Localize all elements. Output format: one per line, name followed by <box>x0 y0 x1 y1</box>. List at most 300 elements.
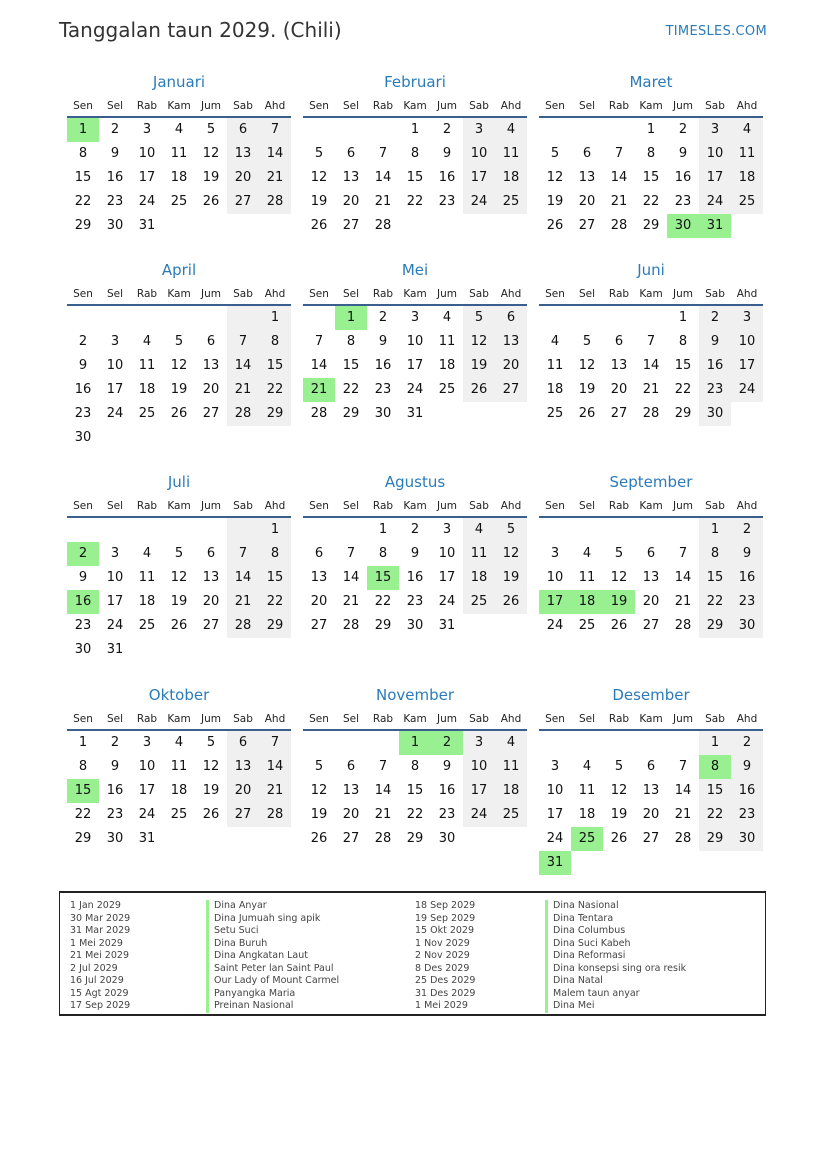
day-cell: 30 <box>731 614 763 638</box>
empty-cell <box>163 426 195 450</box>
day-cell: 24 <box>106 618 124 633</box>
day-cell: 10 <box>406 334 424 349</box>
day-cell: 14 <box>374 170 392 185</box>
day-cell: 6 <box>582 146 592 161</box>
day-cell: 7 <box>646 334 656 349</box>
weekday-label: Sab <box>233 713 253 725</box>
empty-cell <box>603 518 635 542</box>
day-cell: 26 <box>463 378 495 402</box>
day-cell: 24 <box>438 594 456 609</box>
day-cell: 5 <box>582 334 592 349</box>
day-cell: 23 <box>438 807 456 822</box>
day-cell: 10 <box>106 358 124 373</box>
day-cell: 30 <box>699 402 731 426</box>
weekday-label: Sen <box>309 500 329 512</box>
day-cell: 15 <box>699 566 731 590</box>
holiday-day-cell: 15 <box>67 779 99 803</box>
weekday-label: Sab <box>469 713 489 725</box>
day-cell: 16 <box>674 170 692 185</box>
day-cell: 1 <box>259 306 291 330</box>
week-row <box>539 378 763 402</box>
day-cell: 7 <box>378 146 388 161</box>
weekday-label: Kam <box>403 713 427 725</box>
day-cell: 19 <box>310 807 328 822</box>
weekday-label: Sab <box>233 500 253 512</box>
day-cell: 7 <box>614 146 624 161</box>
month-name: November <box>375 686 455 704</box>
empty-cell <box>163 518 195 542</box>
holiday-date: 1 Nov 2029 <box>415 937 470 949</box>
week-row <box>67 378 291 402</box>
empty-cell <box>635 731 667 755</box>
day-cell: 15 <box>259 566 291 590</box>
day-cell: 17 <box>438 570 456 585</box>
empty-cell <box>463 402 495 426</box>
day-cell: 24 <box>138 807 156 822</box>
day-cell: 6 <box>614 334 624 349</box>
day-cell: 2 <box>110 735 120 750</box>
day-cell: 11 <box>578 783 596 798</box>
week-row <box>303 518 527 542</box>
week-row <box>539 142 763 166</box>
weekday-label: Sab <box>705 100 725 112</box>
legend-dates-1 <box>70 900 130 1013</box>
day-cell: 9 <box>78 570 88 585</box>
weekday-label: Kam <box>167 288 191 300</box>
week-row <box>67 731 291 755</box>
day-cell: 4 <box>495 731 527 755</box>
day-cell: 5 <box>550 146 560 161</box>
day-cell: 1 <box>378 522 388 537</box>
empty-cell <box>367 118 399 142</box>
week-row <box>67 306 291 330</box>
weekday-label: Sel <box>578 100 596 112</box>
day-cell: 16 <box>731 779 763 803</box>
empty-cell <box>335 731 367 755</box>
holiday-name: Dina Tentara <box>545 913 686 926</box>
month-desember <box>539 685 763 875</box>
day-cell: 21 <box>674 807 692 822</box>
day-cell: 6 <box>346 759 356 774</box>
day-cell: 9 <box>410 546 420 561</box>
day-cell: 28 <box>259 190 291 214</box>
empty-cell <box>195 638 227 662</box>
weekday-header <box>539 709 763 731</box>
month-mei <box>303 260 527 426</box>
day-cell: 2 <box>78 334 88 349</box>
weekday-label: Ahd <box>264 288 286 300</box>
day-cell: 10 <box>463 755 495 779</box>
day-cell: 29 <box>259 614 291 638</box>
day-cell: 23 <box>731 803 763 827</box>
week-row <box>303 142 527 166</box>
weekday-label: Kam <box>403 288 427 300</box>
day-cell: 22 <box>342 382 360 397</box>
holiday-day-cell: 31 <box>699 214 731 238</box>
day-cell: 4 <box>582 759 592 774</box>
day-cell: 21 <box>259 779 291 803</box>
day-cell: 24 <box>106 406 124 421</box>
day-cell: 20 <box>642 807 660 822</box>
day-cell: 14 <box>259 755 291 779</box>
month-name: Januari <box>152 73 206 91</box>
day-cell: 9 <box>78 358 88 373</box>
day-cell: 17 <box>699 166 731 190</box>
empty-cell <box>431 214 463 238</box>
day-cell: 29 <box>259 402 291 426</box>
day-cell: 4 <box>442 310 452 325</box>
day-cell: 28 <box>227 402 259 426</box>
day-cell: 16 <box>699 354 731 378</box>
day-cell: 27 <box>310 618 328 633</box>
empty-cell <box>131 638 163 662</box>
week-row <box>67 118 291 142</box>
day-cell: 20 <box>578 194 596 209</box>
weekday-label: Jum <box>673 713 693 725</box>
day-cell: 6 <box>206 546 216 561</box>
week-row <box>539 354 763 378</box>
empty-cell <box>195 214 227 238</box>
day-cell: 17 <box>463 166 495 190</box>
weekday-label: Rab <box>608 288 630 300</box>
week-row <box>303 118 527 142</box>
day-cell: 17 <box>106 382 124 397</box>
day-cell: 7 <box>678 546 688 561</box>
day-cell: 16 <box>406 570 424 585</box>
day-cell: 17 <box>138 783 156 798</box>
day-cell: 1 <box>678 310 688 325</box>
day-cell: 3 <box>442 522 452 537</box>
day-cell: 23 <box>674 194 692 209</box>
week-row <box>303 590 527 614</box>
day-cell: 7 <box>314 334 324 349</box>
weekday-label: Ahd <box>500 713 522 725</box>
day-cell: 22 <box>374 594 392 609</box>
holiday-date: 15 Okt 2029 <box>415 925 475 936</box>
day-cell: 3 <box>550 759 560 774</box>
day-cell: 23 <box>406 594 424 609</box>
month-november <box>303 685 527 851</box>
day-cell: 26 <box>610 618 628 633</box>
empty-cell <box>227 518 259 542</box>
holiday-legend <box>59 891 766 1016</box>
empty-cell <box>259 827 291 851</box>
day-cell: 8 <box>646 146 656 161</box>
holiday-day-cell: 30 <box>667 214 699 238</box>
empty-cell <box>195 426 227 450</box>
empty-cell <box>667 731 699 755</box>
day-cell: 12 <box>463 330 495 354</box>
day-cell: 7 <box>227 542 259 566</box>
day-cell: 25 <box>138 406 156 421</box>
day-cell: 24 <box>546 831 564 846</box>
holiday-date: 25 Des 2029 <box>415 975 476 986</box>
week-row <box>67 190 291 214</box>
day-cell: 9 <box>699 330 731 354</box>
day-cell: 12 <box>610 783 628 798</box>
empty-cell <box>303 731 335 755</box>
day-cell: 1 <box>699 731 731 755</box>
day-cell: 29 <box>699 827 731 851</box>
day-cell: 20 <box>202 594 220 609</box>
day-cell: 12 <box>610 570 628 585</box>
weekday-label: Sel <box>578 288 596 300</box>
day-cell: 20 <box>642 594 660 609</box>
weekday-label: Sen <box>73 713 93 725</box>
day-cell: 13 <box>202 358 220 373</box>
empty-cell <box>163 214 195 238</box>
holiday-name: Dina Buruh <box>206 938 339 951</box>
day-cell: 23 <box>74 406 92 421</box>
week-row <box>67 566 291 590</box>
day-cell: 5 <box>174 546 184 561</box>
holiday-date: 16 Jul 2029 <box>70 975 124 986</box>
weekday-label: Rab <box>372 713 394 725</box>
empty-cell <box>131 426 163 450</box>
weekday-label: Rab <box>136 288 158 300</box>
day-cell: 11 <box>495 142 527 166</box>
holiday-name: Malem taun anyar <box>545 988 686 1001</box>
weekday-header <box>303 284 527 306</box>
day-cell: 28 <box>227 614 259 638</box>
day-cell: 13 <box>342 170 360 185</box>
week-row <box>303 566 527 590</box>
month-oktober <box>67 685 291 851</box>
day-cell: 29 <box>342 406 360 421</box>
legend-dates-2 <box>415 900 475 1013</box>
week-row <box>539 851 763 875</box>
day-cell: 15 <box>74 170 92 185</box>
day-cell: 2 <box>442 122 452 137</box>
day-cell: 29 <box>374 618 392 633</box>
day-cell: 5 <box>614 546 624 561</box>
day-cell: 21 <box>259 166 291 190</box>
day-cell: 14 <box>610 170 628 185</box>
empty-cell <box>603 118 635 142</box>
month-name: Agustus <box>384 473 446 491</box>
day-cell: 18 <box>170 783 188 798</box>
day-cell: 11 <box>495 755 527 779</box>
day-cell: 22 <box>642 194 660 209</box>
empty-cell <box>259 426 291 450</box>
day-cell: 9 <box>110 759 120 774</box>
day-cell: 21 <box>374 194 392 209</box>
week-row <box>303 166 527 190</box>
weekday-label: Sen <box>73 288 93 300</box>
day-cell: 10 <box>699 142 731 166</box>
week-row <box>67 827 291 851</box>
week-row <box>303 614 527 638</box>
day-cell: 29 <box>642 218 660 233</box>
day-cell: 14 <box>227 354 259 378</box>
day-cell: 22 <box>74 807 92 822</box>
day-cell: 6 <box>646 759 656 774</box>
day-cell: 17 <box>106 594 124 609</box>
brand-link[interactable]: TIMESLES.COM <box>665 24 767 39</box>
holiday-day-cell: 31 <box>539 851 571 875</box>
day-cell: 14 <box>674 570 692 585</box>
empty-cell <box>259 638 291 662</box>
day-cell: 17 <box>731 354 763 378</box>
holiday-name: Dina konsepsi sing ora resik <box>545 963 686 976</box>
day-cell: 19 <box>610 807 628 822</box>
weekday-label: Kam <box>167 713 191 725</box>
day-cell: 29 <box>74 218 92 233</box>
day-cell: 30 <box>438 831 456 846</box>
day-cell: 19 <box>578 382 596 397</box>
day-cell: 29 <box>406 831 424 846</box>
holiday-name: Saint Peter lan Saint Paul <box>206 963 339 976</box>
day-cell: 18 <box>731 166 763 190</box>
day-cell: 26 <box>310 218 328 233</box>
day-cell: 14 <box>342 570 360 585</box>
weekday-label: Sab <box>233 288 253 300</box>
day-cell: 23 <box>106 807 124 822</box>
day-cell: 30 <box>74 642 92 657</box>
day-cell: 5 <box>314 759 324 774</box>
day-cell: 15 <box>642 170 660 185</box>
empty-cell <box>495 827 527 851</box>
week-row <box>303 803 527 827</box>
day-cell: 30 <box>406 618 424 633</box>
empty-cell <box>603 306 635 330</box>
holiday-date: 17 Sep 2029 <box>70 1000 131 1011</box>
day-cell: 1 <box>410 122 420 137</box>
day-cell: 23 <box>438 194 456 209</box>
week-row <box>539 542 763 566</box>
day-cell: 31 <box>406 406 424 421</box>
day-cell: 6 <box>206 334 216 349</box>
weekday-header <box>303 96 527 118</box>
day-cell: 2 <box>110 122 120 137</box>
week-row <box>539 190 763 214</box>
day-cell: 1 <box>259 518 291 542</box>
day-cell: 11 <box>138 570 156 585</box>
day-cell: 3 <box>110 546 120 561</box>
day-cell: 26 <box>610 831 628 846</box>
day-cell: 19 <box>546 194 564 209</box>
day-cell: 27 <box>342 831 360 846</box>
week-row <box>67 755 291 779</box>
day-cell: 19 <box>170 382 188 397</box>
day-cell: 11 <box>463 542 495 566</box>
holiday-date: 18 Sep 2029 <box>415 900 476 911</box>
weekday-header <box>539 96 763 118</box>
day-cell: 30 <box>731 827 763 851</box>
day-cell: 4 <box>550 334 560 349</box>
holiday-day-cell: 18 <box>571 590 603 614</box>
day-cell: 8 <box>678 334 688 349</box>
month-september <box>539 472 763 638</box>
month-name: Desember <box>612 686 690 704</box>
empty-cell <box>571 118 603 142</box>
day-cell: 25 <box>463 590 495 614</box>
empty-cell <box>539 518 571 542</box>
empty-cell <box>163 827 195 851</box>
weekday-label: Sen <box>73 100 93 112</box>
weekday-label: Sel <box>342 500 360 512</box>
day-cell: 26 <box>578 406 596 421</box>
week-row <box>67 803 291 827</box>
day-cell: 5 <box>314 146 324 161</box>
day-cell: 24 <box>463 803 495 827</box>
day-cell: 18 <box>546 382 564 397</box>
day-cell: 18 <box>495 779 527 803</box>
holiday-name: Panyangka Maria <box>206 988 339 1001</box>
empty-cell <box>163 638 195 662</box>
day-cell: 24 <box>731 378 763 402</box>
day-cell: 18 <box>138 382 156 397</box>
day-cell: 10 <box>731 330 763 354</box>
month-juli <box>67 472 291 662</box>
day-cell: 27 <box>342 218 360 233</box>
day-cell: 2 <box>410 522 420 537</box>
weekday-label: Jum <box>201 100 221 112</box>
holiday-date: 1 Mei 2029 <box>415 1000 468 1011</box>
weekday-label: Rab <box>136 713 158 725</box>
weekday-label: Rab <box>136 100 158 112</box>
empty-cell <box>303 518 335 542</box>
holiday-date: 31 Des 2029 <box>415 987 476 999</box>
week-row <box>539 590 763 614</box>
day-cell: 8 <box>259 542 291 566</box>
week-row <box>67 638 291 662</box>
week-row <box>539 518 763 542</box>
day-cell: 8 <box>410 146 420 161</box>
day-cell: 30 <box>74 430 92 445</box>
empty-cell <box>571 731 603 755</box>
day-cell: 2 <box>731 518 763 542</box>
day-cell: 24 <box>138 194 156 209</box>
day-cell: 20 <box>610 382 628 397</box>
weekday-label: Rab <box>372 100 394 112</box>
day-cell: 24 <box>406 382 424 397</box>
weekday-label: Ahd <box>500 288 522 300</box>
weekday-header <box>303 496 527 518</box>
day-cell: 28 <box>642 406 660 421</box>
weekday-label: Sen <box>309 288 329 300</box>
day-cell: 6 <box>227 118 259 142</box>
day-cell: 7 <box>227 330 259 354</box>
empty-cell <box>463 827 495 851</box>
day-cell: 31 <box>138 218 156 233</box>
empty-cell <box>399 214 431 238</box>
holiday-name: Dina Suci Kabeh <box>545 938 686 951</box>
day-cell: 28 <box>674 618 692 633</box>
day-cell: 4 <box>174 735 184 750</box>
week-row <box>303 731 527 755</box>
day-cell: 26 <box>495 590 527 614</box>
week-row <box>67 330 291 354</box>
week-row <box>303 755 527 779</box>
weekday-label: Kam <box>639 500 663 512</box>
day-cell: 3 <box>110 334 120 349</box>
month-februari <box>303 72 527 238</box>
weekday-label: Ahd <box>264 713 286 725</box>
weekday-label: Ahd <box>264 500 286 512</box>
weekday-label: Sel <box>342 288 360 300</box>
week-row <box>303 779 527 803</box>
week-row <box>67 518 291 542</box>
day-cell: 4 <box>142 334 152 349</box>
holiday-name: Dina Jumuah sing apik <box>206 913 339 926</box>
empty-cell <box>571 851 603 875</box>
week-row <box>539 306 763 330</box>
day-cell: 6 <box>646 546 656 561</box>
day-cell: 27 <box>642 618 660 633</box>
day-cell: 9 <box>731 755 763 779</box>
day-cell: 11 <box>170 759 188 774</box>
